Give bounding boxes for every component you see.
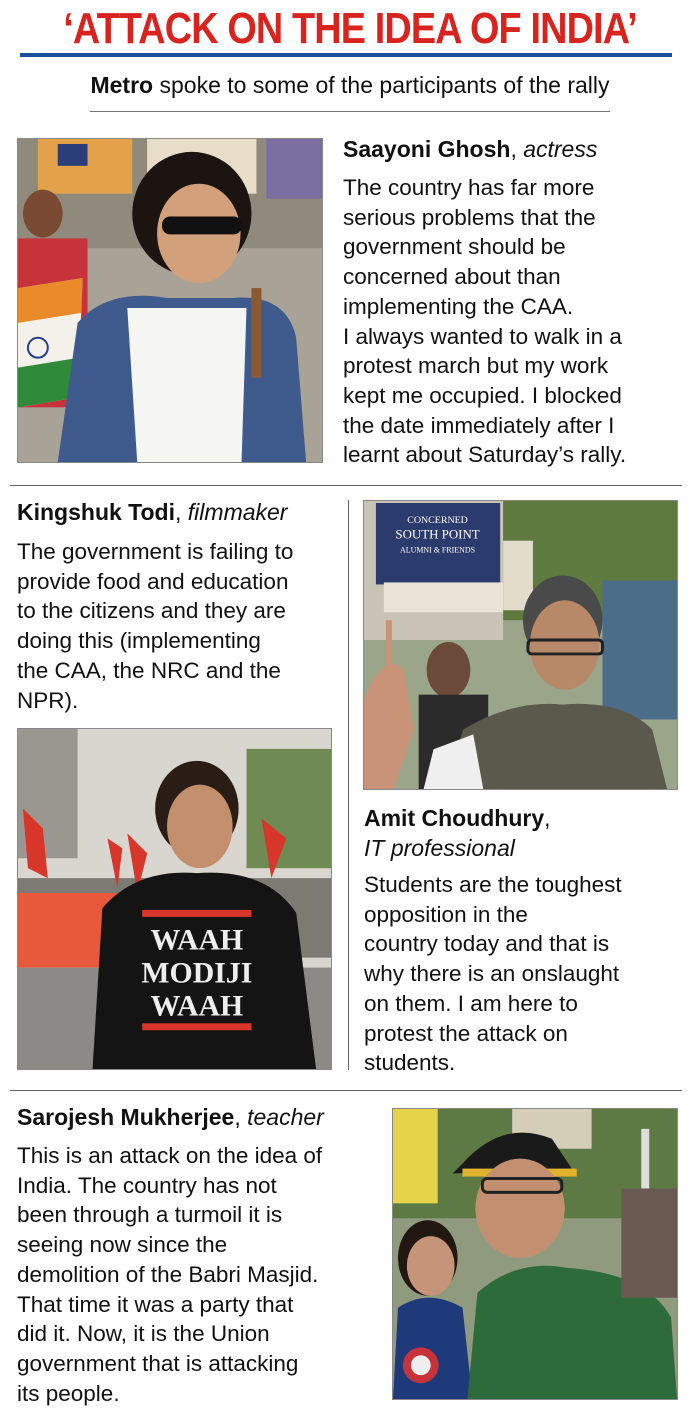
- quote-line: on them. I am here to: [364, 990, 578, 1016]
- quote-line: This is an attack on the idea of: [17, 1143, 323, 1168]
- quote-line: government should be: [343, 234, 566, 260]
- quote-line: its people.: [17, 1380, 120, 1406]
- quote-line: to the citizens and they are: [17, 598, 286, 624]
- quote-line: seeing now since the: [17, 1232, 228, 1258]
- quote-line: concerned about than: [343, 264, 561, 290]
- quote-line: students.: [364, 1050, 456, 1076]
- name-amit-choudhury: Amit Choudhury, IT professional: [364, 805, 551, 861]
- subheadline: [0, 72, 700, 99]
- quote-line: The country has far more: [343, 175, 595, 200]
- quote-line: opposition in the: [364, 901, 528, 927]
- person-role: filmmaker: [187, 499, 288, 525]
- quote-line: doing this (implementing: [17, 628, 261, 654]
- quote-line: implementing the CAA.: [343, 293, 574, 319]
- name-kingshuk-todi: Kingshuk Todi, filmmaker: [17, 499, 288, 525]
- quote-line: protest the attack on: [364, 1020, 568, 1046]
- person-name: Kingshuk Todi: [17, 499, 176, 525]
- quote-line: did it. Now, it is the Union: [17, 1321, 270, 1347]
- quote-line: serious problems that the: [343, 204, 596, 230]
- person-role: actress: [523, 136, 598, 162]
- quote-sarojesh-mukherjee: [17, 1141, 382, 1408]
- name-saayoni-ghosh: Saayoni Ghosh, actress: [343, 136, 598, 162]
- tshirt-line-3: WAAH: [150, 989, 244, 1023]
- subhead-text: spoke to some of the participants of the rally: [153, 72, 610, 98]
- quote-saayoni-ghosh: [343, 173, 688, 470]
- quote-line: been through a turmoil it is: [17, 1202, 283, 1228]
- quote-line: provide food and education: [17, 568, 289, 594]
- page-headline: ‘ATTACK ON THE IDEA OF INDIA’: [63, 4, 637, 53]
- quote-kingshuk-todi: [17, 537, 342, 715]
- quote-line: the CAA, the NRC and the: [17, 657, 281, 683]
- section-divider: [10, 485, 682, 486]
- column-divider: [348, 500, 349, 1070]
- headline-rule: [20, 53, 672, 57]
- quote-line: NPR).: [17, 687, 79, 713]
- placard-line-2: SOUTH POINT: [395, 526, 480, 542]
- quote-line: demolition of the Babri Masjid.: [17, 1261, 319, 1287]
- quote-line: government that is attacking: [17, 1350, 299, 1376]
- person-role: IT professional: [364, 835, 515, 861]
- quote-line: That time it was a party that: [17, 1291, 294, 1317]
- quote-line: country today and that is: [364, 931, 610, 957]
- person-name: Sarojesh Mukherjee: [17, 1104, 235, 1130]
- subhead-rule: [90, 111, 610, 112]
- quote-line: protest march but my work: [343, 353, 609, 379]
- tshirt-line-1: WAAH: [150, 923, 244, 957]
- placard-line-3: ALUMNI & FRIENDS: [400, 545, 476, 555]
- quote-line: why there is an onslaught: [364, 961, 620, 987]
- tshirt-line-2: MODIJI: [141, 956, 253, 990]
- photo-amit-choudhury: [363, 500, 678, 790]
- person-role: teacher: [247, 1104, 324, 1130]
- person-name: Amit Choudhury: [364, 805, 545, 831]
- quote-line: Students are the toughest: [364, 872, 622, 897]
- quote-line: The government is failing to: [17, 539, 294, 564]
- subhead-metro: Metro: [90, 72, 154, 98]
- placard-line-1: CONCERNED: [407, 514, 468, 526]
- photo-saayoni-ghosh: [17, 138, 323, 463]
- quote-line: kept me occupied. I blocked: [343, 382, 622, 408]
- section-divider: [10, 1090, 682, 1091]
- person-name: Saayoni Ghosh: [343, 136, 511, 162]
- photo-kingshuk-todi: [17, 728, 332, 1070]
- photo-sarojesh-mukherjee: [392, 1108, 678, 1400]
- name-sarojesh-mukherjee: Sarojesh Mukherjee, teacher: [17, 1104, 324, 1130]
- quote-amit-choudhury: [364, 870, 694, 1078]
- quote-line: I always wanted to walk in a: [343, 323, 622, 349]
- quote-line: India. The country has not: [17, 1172, 277, 1198]
- quote-line: learnt about Saturday’s rally.: [343, 442, 627, 468]
- quote-line: the date immediately after I: [343, 412, 615, 438]
